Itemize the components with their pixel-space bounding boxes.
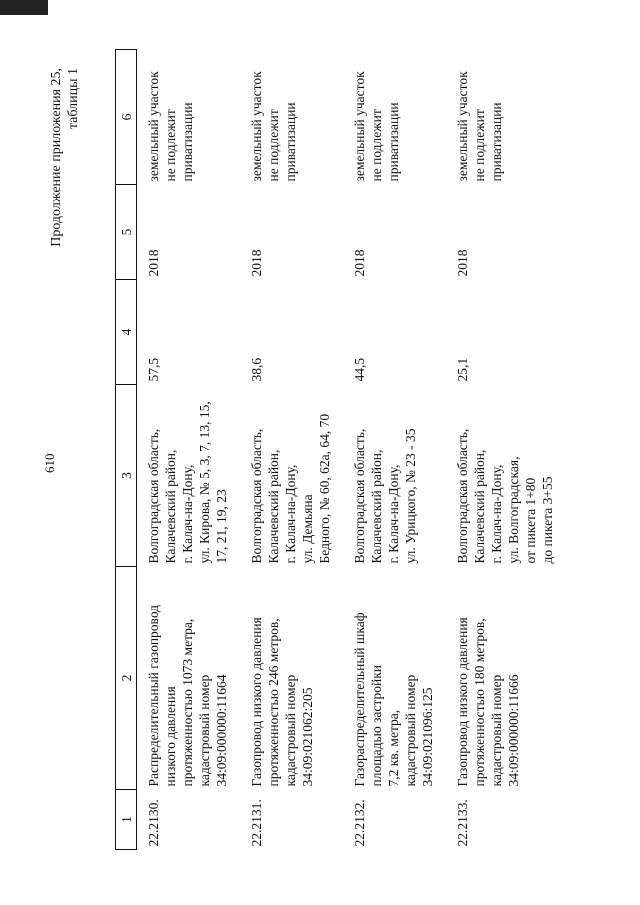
continuation-caption: [48, 68, 82, 247]
object-note-line: земельный участок: [455, 71, 470, 182]
object-address-line: Бедного, № 60, 62а, 64, 70: [317, 413, 332, 564]
object-name-line: кадастровый номер: [197, 674, 212, 787]
object-name-line: протяженностью 180 метров,: [472, 618, 487, 787]
object-year-text: 2018: [455, 249, 470, 277]
object-value: [343, 280, 446, 385]
object-name-line: 7,2 кв. метра,: [386, 709, 401, 787]
object-address: [446, 385, 566, 567]
object-value-text: 44,5: [352, 357, 367, 382]
object-year: [446, 185, 566, 280]
object-address-line: 17, 21, 19, 23: [214, 489, 229, 564]
row-id: [343, 790, 446, 850]
col-header-3: 3: [116, 385, 137, 567]
object-address-line: Волгоградская область,: [352, 428, 367, 564]
object-address-line: от пикета 1+80: [523, 477, 538, 564]
header-row: [116, 50, 137, 850]
object-note-line: не подлежит: [163, 109, 178, 182]
object-note-line: не подлежит: [266, 109, 281, 182]
object-address: [343, 385, 446, 567]
object-name-line: 34:09:021062:205: [300, 687, 315, 787]
object-name-line: кадастровый номер: [489, 674, 504, 787]
object-name-line: 34:09:000000:11664: [214, 674, 229, 787]
object-year-text: 2018: [146, 249, 161, 277]
object-year-text: 2018: [352, 249, 367, 277]
object-name: [343, 567, 446, 790]
row-id: [137, 790, 241, 850]
object-name: [446, 567, 566, 790]
object-address-line: г. Калач-на-Дону,: [489, 464, 504, 564]
object-value-text: 57,5: [146, 357, 161, 382]
object-name-line: Распределительный газопровод: [146, 604, 161, 787]
object-address-line: ул. Волгоградская,: [506, 456, 521, 564]
object-note: [240, 50, 343, 185]
object-name-line: 34:09:021096:125: [420, 687, 435, 787]
continuation-line-2: таблицы 1: [66, 68, 81, 130]
object-note: [446, 50, 566, 185]
row-id: [446, 790, 566, 850]
object-name-line: площадью застройки: [369, 665, 384, 787]
object-note-line: приватизации: [180, 102, 195, 182]
object-note-line: приватизации: [386, 102, 401, 182]
object-note: [343, 50, 446, 185]
object-address-line: ул. Демьяна: [300, 494, 315, 564]
row-id: [240, 790, 343, 850]
table-body: [137, 50, 567, 850]
table-row: [137, 50, 241, 850]
object-value: [240, 280, 343, 385]
object-address-line: г. Калач-на-Дону,: [180, 464, 195, 564]
object-address: [240, 385, 343, 567]
row-id-text: 22.2132.: [352, 799, 367, 847]
object-value-text: 25,1: [455, 357, 470, 382]
object-name-line: протяженностью 246 метров,: [266, 618, 281, 787]
row-id-text: 22.2131.: [249, 799, 264, 847]
object-note: [137, 50, 241, 185]
object-value: [137, 280, 241, 385]
object-address-line: Калачевский район,: [163, 449, 178, 564]
object-name-line: Газопровод низкого давления: [249, 617, 264, 787]
object-year-text: 2018: [249, 249, 264, 277]
object-address-line: Волгоградская область,: [146, 428, 161, 564]
col-header-1: 1: [116, 790, 137, 850]
object-address-line: Калачевский район,: [266, 449, 281, 564]
object-note-line: земельный участок: [146, 71, 161, 182]
object-year: [240, 185, 343, 280]
table-row: [240, 50, 343, 850]
object-address-line: г. Калач-на-Дону,: [283, 464, 298, 564]
continuation-line-1: Продолжение приложения 25,: [49, 68, 64, 247]
object-address-line: ул. Кирова, № 5, 3, 7, 13, 15,: [197, 401, 212, 564]
object-note-line: земельный участок: [249, 71, 264, 182]
object-name-line: кадастровый номер: [283, 674, 298, 787]
property-table: [115, 49, 566, 850]
table-row: [343, 50, 446, 850]
object-name: [240, 567, 343, 790]
col-header-2: 2: [116, 567, 137, 790]
object-value-text: 38,6: [249, 357, 264, 382]
page-number: 610: [42, 453, 57, 473]
col-header-6: 6: [116, 50, 137, 185]
object-address-line: Волгоградская область,: [455, 428, 470, 564]
object-name-line: Газораспределительный шкаф: [352, 612, 367, 787]
object-note-line: не подлежит: [369, 109, 384, 182]
row-id-text: 22.2133.: [455, 799, 470, 847]
object-name-line: кадастровый номер: [403, 674, 418, 787]
object-address-line: до пикета 3+55: [540, 476, 555, 564]
col-header-5: 5: [116, 185, 137, 280]
object-address-line: ул. Урицкого, № 23 - 35: [403, 428, 418, 564]
scan-edge-mark: [0, 0, 48, 15]
object-note-line: не подлежит: [472, 109, 487, 182]
object-year: [343, 185, 446, 280]
object-note-line: приватизации: [489, 102, 504, 182]
object-address-line: Волгоградская область,: [249, 428, 264, 564]
table-row: [446, 50, 566, 850]
object-value: [446, 280, 566, 385]
object-address-line: Калачевский район,: [472, 449, 487, 564]
object-name-line: Газопровод низкого давления: [455, 617, 470, 787]
object-name: [137, 567, 241, 790]
object-name-line: 34:09:000000:11666: [506, 674, 521, 787]
object-address: [137, 385, 241, 567]
object-year: [137, 185, 241, 280]
object-address-line: г. Калач-на-Дону,: [386, 464, 401, 564]
object-note-line: приватизации: [283, 102, 298, 182]
col-header-4: 4: [116, 280, 137, 385]
object-note-line: земельный участок: [352, 71, 367, 182]
object-name-line: низкого давления: [163, 686, 178, 787]
row-id-text: 22.2130.: [146, 799, 161, 847]
object-name-line: протяженностью 1073 метра,: [180, 618, 195, 787]
object-address-line: Калачевский район,: [369, 449, 384, 564]
